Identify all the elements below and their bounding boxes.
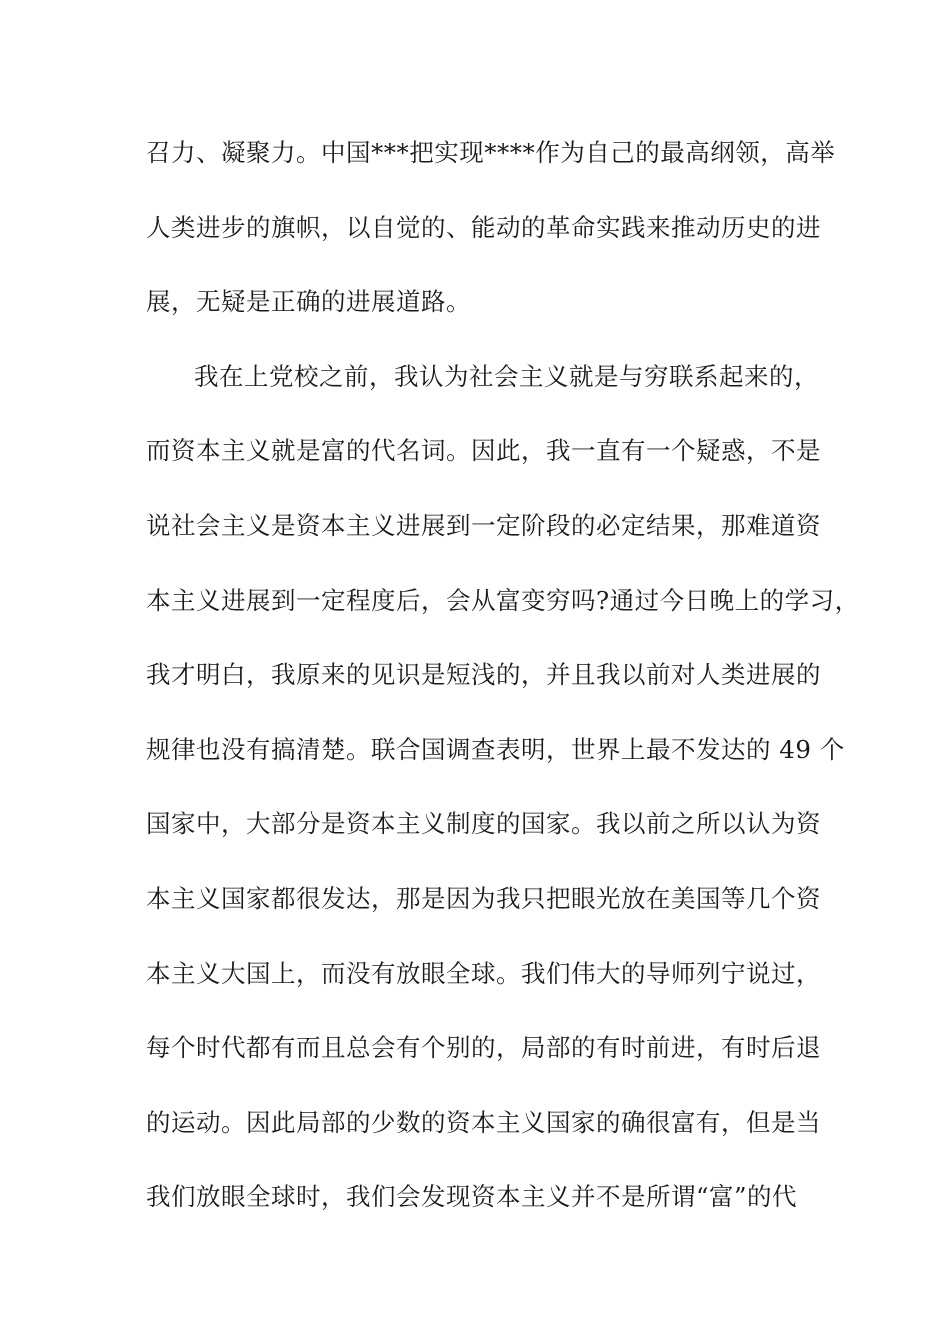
text-line: 展，无疑是正确的进展道路。 bbox=[146, 287, 471, 317]
paragraph-start-line: 我在上党校之前，我认为社会主义就是与穷联系起来的， bbox=[194, 361, 819, 391]
text-line: 而资本主义就是富的代名词。因此，我一直有一个疑惑，不是 bbox=[146, 436, 821, 466]
text-line: 规律也没有搞清楚。联合国调查表明，世界上最不发达的 49 个 bbox=[146, 734, 845, 764]
text-line: 每个时代都有而且总会有个别的，局部的有时前进，有时后退 bbox=[146, 1033, 821, 1063]
text-line: 人类进步的旗帜，以自觉的、能动的革命实践来推动历史的进 bbox=[146, 212, 821, 242]
text-line: 本主义国家都很发达，那是因为我只把眼光放在美国等几个资 bbox=[146, 883, 821, 913]
text-line: 我才明白，我原来的见识是短浅的，并且我以前对人类进展的 bbox=[146, 660, 821, 690]
text-line: 本主义进展到一定程度后，会从富变穷吗?通过今日晚上的学习， bbox=[146, 585, 860, 615]
text-line: 本主义大国上，而没有放眼全球。我们伟大的导师列宁说过， bbox=[146, 958, 821, 988]
text-line: 我们放眼全球时，我们会发现资本主义并不是所谓“富”的代 bbox=[146, 1182, 798, 1212]
body-text bbox=[146, 130, 860, 1249]
text-line: 的运动。因此局部的少数的资本主义国家的确很富有，但是当 bbox=[146, 1107, 821, 1137]
text-line: 国家中，大部分是资本主义制度的国家。我以前之所以认为资 bbox=[146, 809, 821, 839]
text-line: 召力、凝聚力。中国***把实现****作为自己的最高纲领，高举 bbox=[146, 138, 836, 167]
text-line: 说社会主义是资本主义进展到一定阶段的必定结果，那难道资 bbox=[146, 510, 821, 540]
